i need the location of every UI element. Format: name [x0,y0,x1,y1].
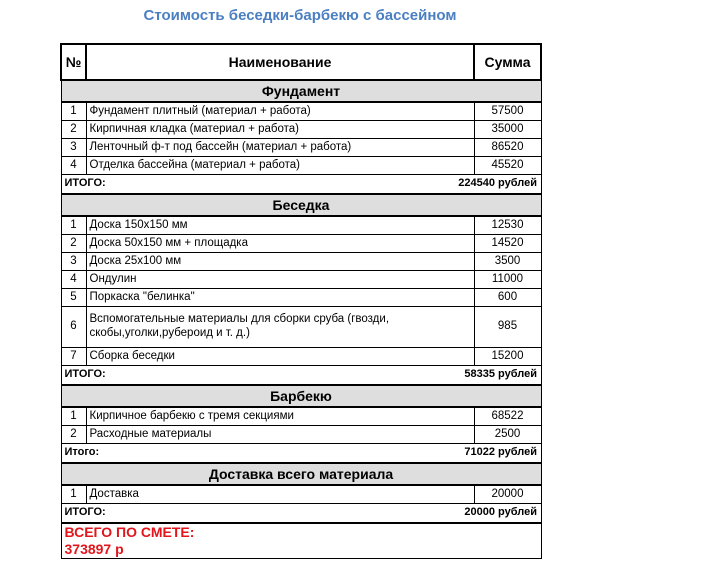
row-sum: 15200 [474,348,541,366]
row-sum: 3500 [474,253,541,271]
row-name: Ондулин [86,271,474,289]
section-title: Доставка всего материала [61,463,541,485]
row-num: 6 [61,307,86,348]
total-value-text: 71022 рублей [464,446,537,459]
row-name: Доска 25х100 мм [86,253,474,271]
row-name: Отделка бассейна (материал + работа) [86,157,474,175]
row-name: Доставка [86,485,474,504]
section-title: Фундамент [61,80,541,102]
section-total-row [61,366,541,386]
total-value [464,504,541,524]
row-sum: 35000 [474,121,541,139]
table-row [61,426,541,444]
row-name: Фундамент плитный (материал + работа) [86,102,474,121]
row-sum: 12530 [474,216,541,235]
table-header-row [61,44,541,80]
table-row [61,289,541,307]
total-label: ИТОГО: [61,366,474,386]
row-num: 4 [61,271,86,289]
table-row [61,121,541,139]
section-bbq [61,385,541,407]
total-value [464,444,541,464]
row-sum: 14520 [474,235,541,253]
row-num: 2 [61,426,86,444]
total-value-text: 224540 рублей [458,177,537,190]
grand-total-empty [474,523,541,558]
row-sum: 2500 [474,426,541,444]
estimate-table [60,43,542,559]
row-name: Доска 50х150 мм + площадка [86,235,474,253]
total-label: ИТОГО: [61,504,474,524]
grand-total-row [61,523,541,558]
row-num: 2 [61,121,86,139]
row-name: Поркаска "белинка" [86,289,474,307]
section-foundation [61,80,541,102]
row-num: 1 [61,102,86,121]
section-gazebo [61,194,541,216]
grand-total-label: ВСЕГО ПО СМЕТЕ: [64,524,195,540]
row-sum: 68522 [474,407,541,426]
table-row [61,102,541,121]
section-title: Барбекю [61,385,541,407]
row-num: 1 [61,407,86,426]
row-name: Ленточный ф-т под бассейн (материал + работа) [86,139,474,157]
table-row [61,139,541,157]
total-value-text: 20000 рублей [464,506,537,519]
grand-total-value: 373897 р [64,540,124,557]
row-sum: 11000 [474,271,541,289]
table-row [61,253,541,271]
section-total-row [61,444,541,464]
total-value-text: 58335 рублей [464,368,537,381]
section-total-row [61,504,541,524]
header-sum: Сумма [474,44,541,80]
section-delivery [61,463,541,485]
total-value [458,175,541,195]
table-row [61,485,541,504]
row-sum: 20000 [474,485,541,504]
table-row [61,216,541,235]
row-name: Сборка беседки [86,348,474,366]
row-name: Доска 150х150 мм [86,216,474,235]
total-value [464,366,541,386]
total-label: ИТОГО: [61,175,474,195]
header-name: Наименование [86,44,474,80]
table-row [61,271,541,289]
row-num: 4 [61,157,86,175]
row-num: 3 [61,139,86,157]
row-sum: 985 [474,307,541,348]
row-sum: 600 [474,289,541,307]
table-row [61,307,541,348]
row-num: 2 [61,235,86,253]
row-name: Кирпичная кладка (материал + работа) [86,121,474,139]
row-name: Расходные материалы [86,426,474,444]
header-num: № [61,44,86,80]
grand-total-cell [61,523,474,558]
total-label: Итого: [61,444,474,464]
row-sum: 86520 [474,139,541,157]
table-row [61,235,541,253]
row-sum: 57500 [474,102,541,121]
row-num: 1 [61,216,86,235]
table-row [61,157,541,175]
row-num: 7 [61,348,86,366]
section-total-row [61,175,541,195]
document-title: Стоимость беседки-барбекю с бассейном [143,7,457,24]
row-num: 3 [61,253,86,271]
row-num: 5 [61,289,86,307]
row-num: 1 [61,485,86,504]
section-title: Беседка [61,194,541,216]
table-row [61,348,541,366]
row-sum: 45520 [474,157,541,175]
row-name: Вспомогательные материалы для сборки сруба (гвозди, скобы,уголки,рубероид и т. д.) [86,307,474,348]
row-name: Кирпичное барбекю с тремя секциями [86,407,474,426]
table-row [61,407,541,426]
